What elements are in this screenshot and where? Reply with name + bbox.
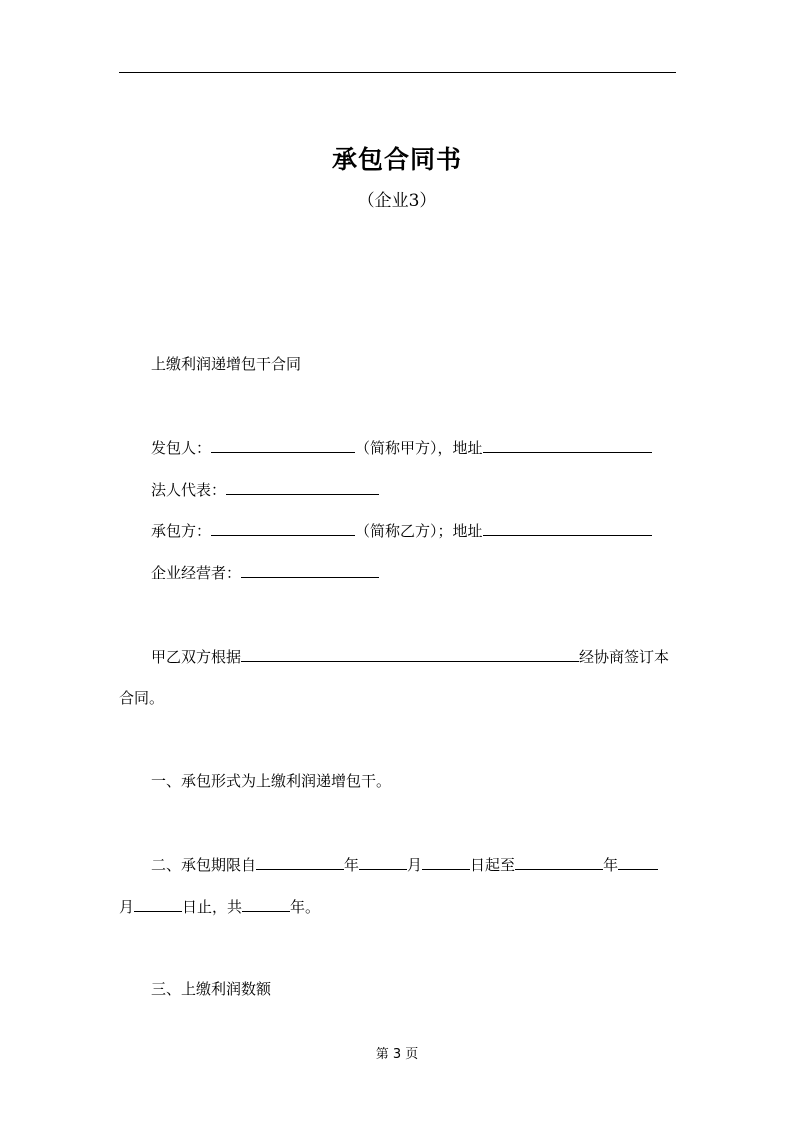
party-b-abbrev: （简称乙方）；地址 [355,522,483,540]
legal-rep-line [151,480,379,500]
party-a-abbrev: （简称甲方），地址 [355,439,483,457]
start-year-blank[interactable] [256,855,344,870]
year-label-1: 年 [344,856,360,874]
agreement-cont: 合同。 [119,689,165,707]
legal-rep-label: 法人代表： [151,481,227,499]
end-day-blank[interactable] [134,897,182,912]
agreement-lead: 甲乙双方根据 [151,648,242,666]
agreement-basis-blank[interactable] [241,647,579,662]
total-years-blank[interactable] [242,897,290,912]
clause-one: 一、承包形式为上缴利润递增包干。 [151,772,392,790]
legal-rep-blank[interactable] [226,480,379,495]
end-year-blank[interactable] [515,855,603,870]
operator-line [151,563,379,583]
clause-two-line1 [151,855,658,875]
clause-two-lead: 二、承包期限自 [151,856,257,874]
party-b-line [151,521,652,541]
party-b-address-blank[interactable] [483,521,652,536]
clause-three: 三、上缴利润数额 [151,980,272,998]
start-day-blank[interactable] [422,855,470,870]
end-month-blank[interactable] [618,855,658,870]
page-number: 第 3 页 [375,1047,419,1062]
clause-two-line2 [119,897,320,917]
party-a-line [151,438,652,458]
operator-blank[interactable] [241,563,379,578]
document-subtitle: （企业3） [357,191,437,211]
month-label-1: 月 [407,856,423,874]
year-label-3: 年。 [290,898,321,916]
day-label-2: 日止，共 [182,898,243,916]
section-title: 上缴利润递增包干合同 [151,355,302,373]
year-label-2: 年 [603,856,619,874]
header-rule [119,72,676,73]
party-b-label: 承包方： [151,522,212,540]
party-a-name-blank[interactable] [211,438,355,453]
operator-label: 企业经营者： [151,564,242,582]
party-a-address-blank[interactable] [483,438,652,453]
agreement-tail: 经协商签订本 [579,648,670,666]
day-label-1: 日起至 [470,856,516,874]
party-b-name-blank[interactable] [211,521,355,536]
month-label-2: 月 [119,898,135,916]
agreement-line [151,647,669,667]
party-a-label: 发包人： [151,439,212,457]
document-title: 承包合同书 [331,145,462,174]
start-month-blank[interactable] [359,855,407,870]
